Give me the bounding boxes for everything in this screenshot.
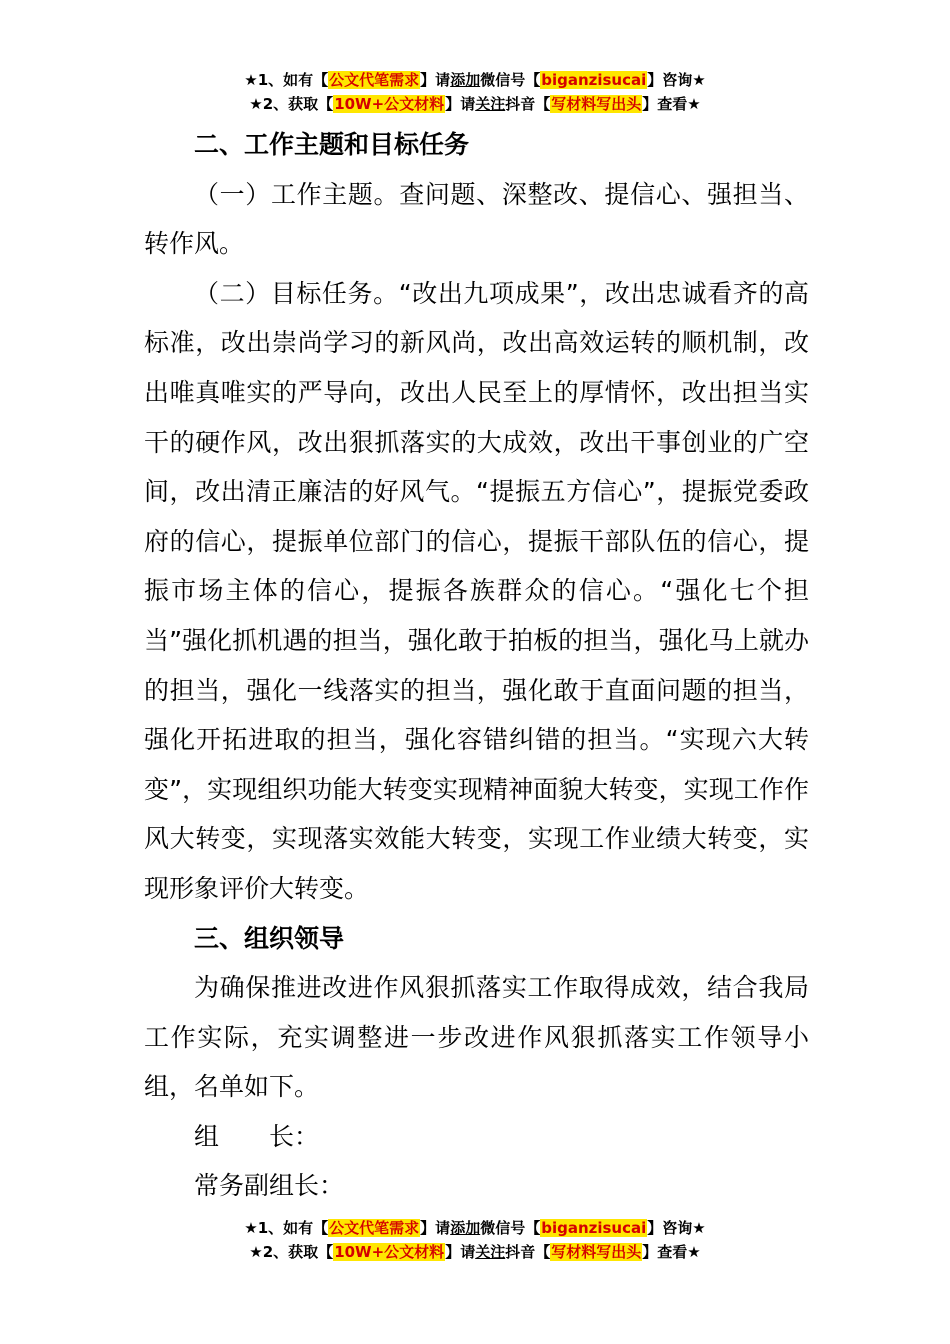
header-banner	[0, 68, 950, 116]
banner-text: 】请	[445, 1243, 476, 1261]
paragraph-target-tasks: （二）目标任务。“改出九项成果”，改出忠诚看齐的高标准，改出崇尚学习的新风尚，改出高效运转的顺机制，改出唯真唯实的严导向，改出人民至上的厚情怀，改出担当实干的硬作风，改出狠抓落实的大成效，改出干事创业的广空间，改出清正廉洁的好风气。“提振五方信心”，提振党委政府的信心，提振单位部门的信心，提振干部队伍的信心，提振市场主体的信心，提振各族群众的信心。“强化七个担当”强化抓机遇的担当，强化敢于拍板的担当，强化马上就办的担当，强化一线落实的担当，强化敢于直面问题的担当，强化开拓进取的担当，强化容错纠错的担当。“实现六大转变”，实现组织功能大转变实现精神面貌大转变，实现工作作风大转变，实现落实效能大转变，实现工作业绩大转变，实现形象评价大转变。	[144, 278, 809, 903]
document-body	[144, 120, 809, 1211]
banner-line-2	[0, 1240, 950, 1264]
banner-text: 抖音【	[505, 95, 551, 113]
banner-text: 】请	[445, 95, 476, 113]
banner-text: 】查看★	[642, 95, 701, 113]
banner-line-1	[0, 1216, 950, 1240]
banner-text: 】咨询★	[647, 71, 706, 89]
banner-highlight: 10W+公文材料	[334, 95, 445, 113]
banner-highlight: biganzisucai	[541, 1219, 647, 1237]
banner-text: 】请	[420, 71, 451, 89]
banner-text: 微信号【	[480, 71, 541, 89]
banner-line-1	[0, 68, 950, 92]
banner-highlight: 10W+公文材料	[334, 1243, 445, 1261]
banner-text: ★1、如有【	[244, 1219, 329, 1237]
banner-emphasis: 添加	[450, 71, 481, 89]
section-heading-3: 三、组织领导	[194, 923, 345, 953]
banner-highlight: 公文代笔需求	[329, 71, 420, 89]
banner-emphasis: 添加	[450, 1219, 481, 1237]
footer-banner	[0, 1216, 950, 1264]
banner-text: 抖音【	[505, 1243, 551, 1261]
roster-deputy: 常务副组长：	[194, 1171, 345, 1201]
roster-leader-label: 组	[194, 1121, 220, 1151]
banner-highlight: biganzisucai	[541, 71, 647, 89]
banner-text: 】咨询★	[647, 1219, 706, 1237]
banner-emphasis: 关注	[475, 95, 506, 113]
roster-leader	[144, 1112, 809, 1162]
banner-text: 】请	[420, 1219, 451, 1237]
paragraph-organization: 为确保推进改进作风狠抓落实工作取得成效，结合我局工作实际，充实调整进一步改进作风狠抓落实工作领导小组，名单如下。	[144, 973, 809, 1102]
banner-text: 】查看★	[642, 1243, 701, 1261]
banner-text: 微信号【	[480, 1219, 541, 1237]
banner-emphasis: 关注	[475, 1243, 506, 1261]
paragraph-work-theme: （一）工作主题。查问题、深整改、提信心、强担当、转作风。	[144, 179, 809, 259]
section-heading-2: 二、工作主题和目标任务	[194, 130, 470, 159]
banner-text: ★2、获取【	[249, 95, 334, 113]
banner-highlight: 写材料写出头	[551, 95, 642, 113]
banner-highlight: 写材料写出头	[551, 1243, 642, 1261]
banner-text: ★2、获取【	[249, 1243, 334, 1261]
banner-text: ★1、如有【	[244, 71, 329, 89]
banner-line-2	[0, 92, 950, 116]
banner-highlight: 公文代笔需求	[329, 1219, 420, 1237]
roster-leader-label-suffix: 长：	[269, 1121, 320, 1151]
